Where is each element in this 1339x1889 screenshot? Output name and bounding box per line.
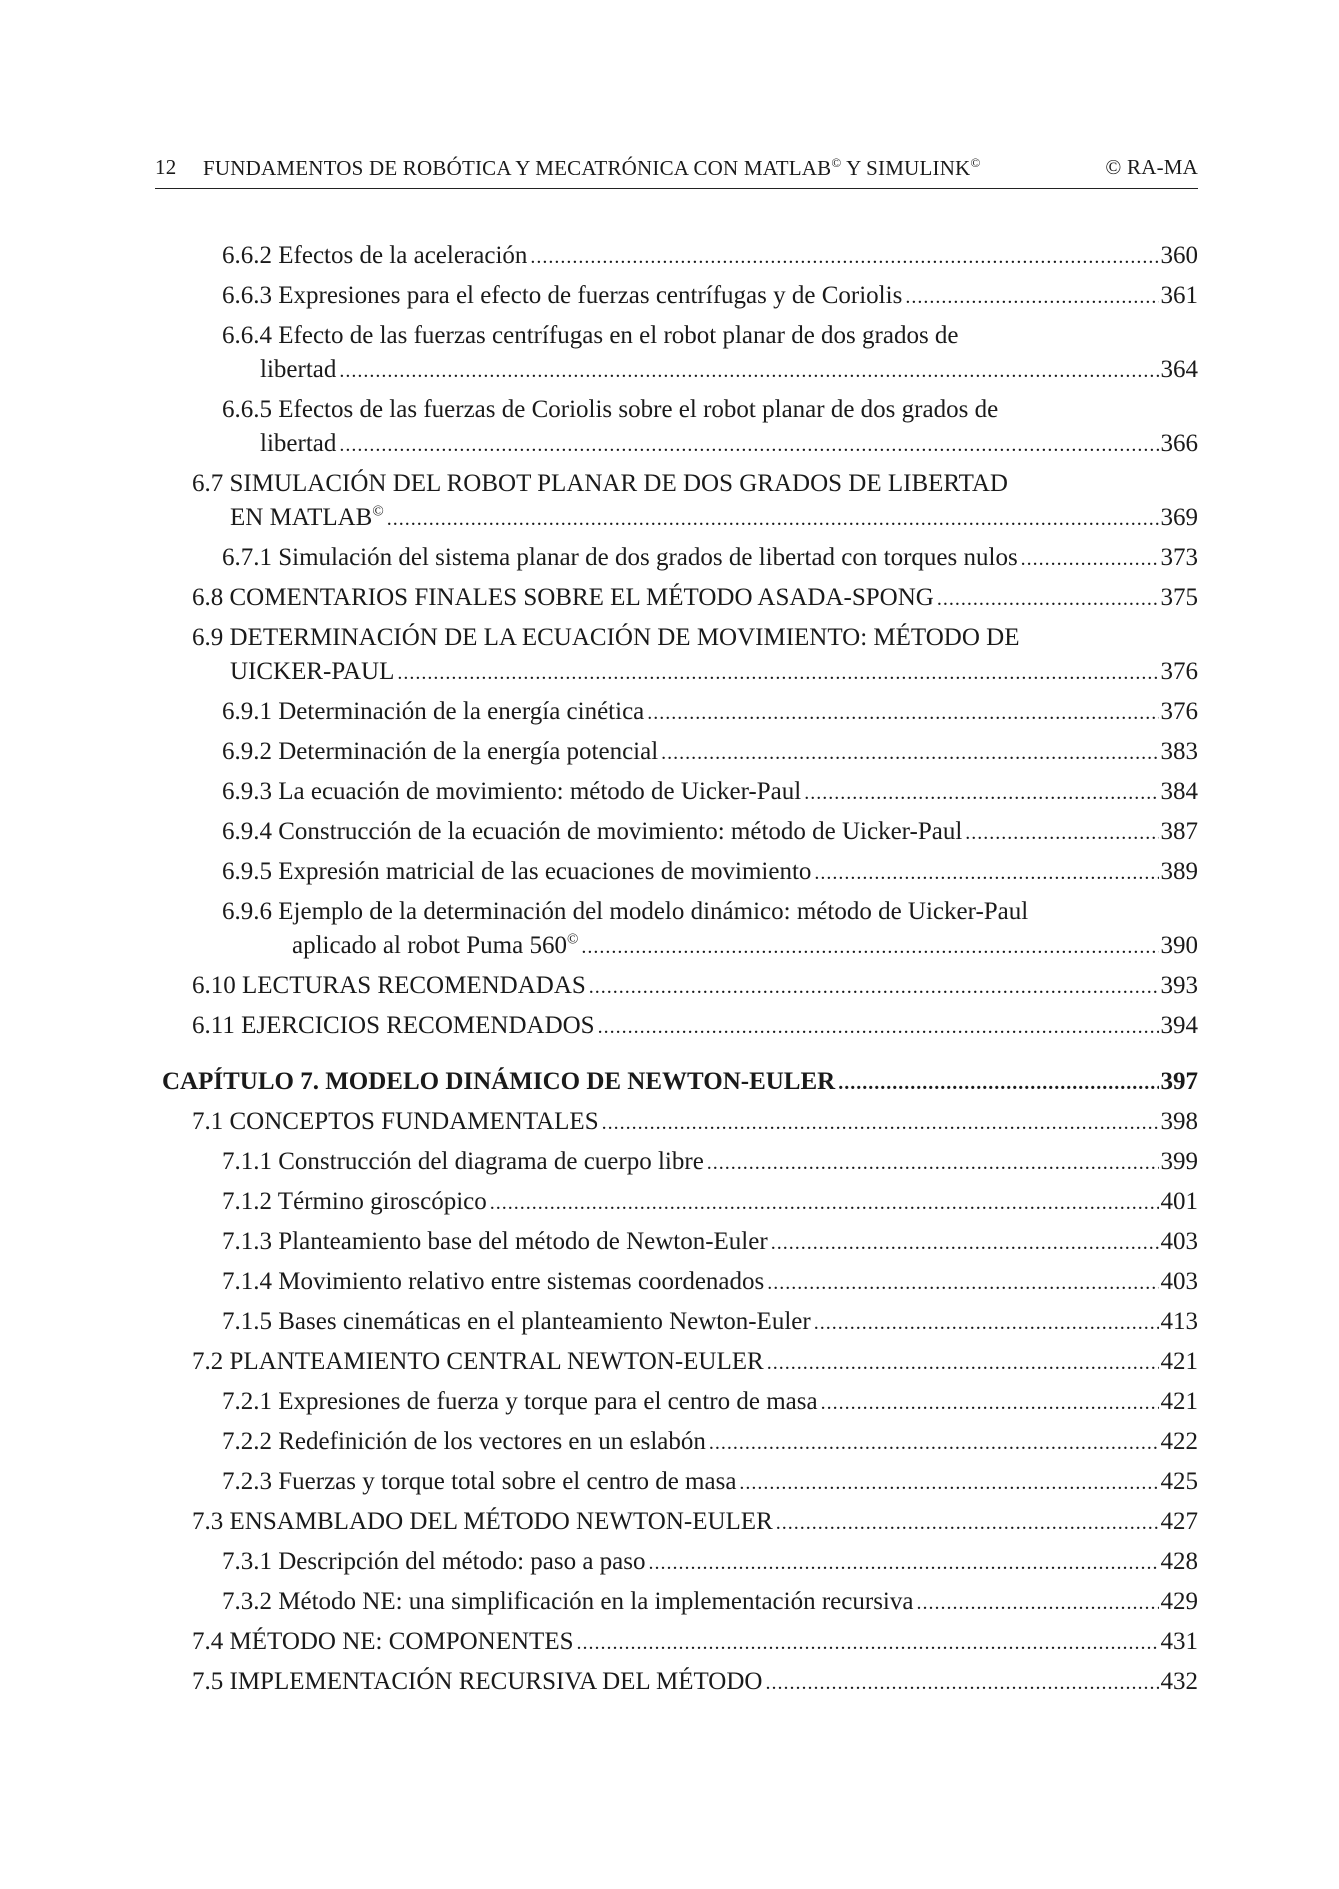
toc-chapter-entry[interactable]: CAPÍTULO 7. MODELO DINÁMICO DE NEWTON-EULER ..... 397 — [162, 1062, 1198, 1102]
toc-entry-line2[interactable]: aplicado al robot Puma 560© ..... 390 — [292, 926, 1198, 966]
toc-entry[interactable]: 7.2.1 Expresiones de fuerza y torque para el centro de masa ..... 421 — [222, 1382, 1198, 1422]
toc-entry-line2[interactable]: EN MATLAB© ..... 369 — [230, 498, 1198, 538]
toc-entry[interactable]: 7.2 PLANTEAMIENTO CENTRAL NEWTON-EULER ..... 421 — [192, 1342, 1198, 1382]
toc-entry[interactable]: 7.1.2 Término giroscópico ..... 401 — [222, 1182, 1198, 1222]
toc-entry-line1[interactable]: 6.6.5 Efectos de las fuerzas de Coriolis sobre el robot planar de dos grados de — [222, 396, 999, 423]
toc-entry-line1[interactable]: 6.9.6 Ejemplo de la determinación del modelo dinámico: método de Uicker-Paul — [222, 898, 1029, 925]
header-rule — [155, 188, 1198, 189]
toc-entry-line1[interactable]: 6.7 SIMULACIÓN DEL ROBOT PLANAR DE DOS GRADOS DE LIBERTAD — [192, 470, 1008, 497]
publisher: © RA-MA — [1105, 155, 1198, 179]
toc-entry[interactable]: 7.2.2 Redefinición de los vectores en un eslabón ..... 422 — [222, 1422, 1198, 1462]
toc-entry-line1[interactable]: 6.9 DETERMINACIÓN DE LA ECUACIÓN DE MOVIMIENTO: MÉTODO DE — [192, 624, 1020, 651]
toc-entry[interactable]: 6.11 EJERCICIOS RECOMENDADOS ..... 394 — [192, 1006, 1198, 1046]
toc-entry-line2[interactable]: libertad ..... 364 — [260, 350, 1198, 390]
toc-entry[interactable]: 6.10 LECTURAS RECOMENDADAS ..... 393 — [192, 966, 1198, 1006]
toc-entry[interactable]: 6.6.3 Expresiones para el efecto de fuerzas centrífugas y de Coriolis ..... 361 — [222, 276, 1198, 316]
toc-entry-line2[interactable]: libertad ..... 366 — [260, 424, 1198, 464]
toc-entry[interactable]: 7.3.2 Método NE: una simplificación en la implementación recursiva ..... 429 — [222, 1582, 1198, 1622]
toc-entry[interactable]: 7.1.3 Planteamiento base del método de Newton-Euler ..... 403 — [222, 1222, 1198, 1262]
book-title: FUNDAMENTOS DE ROBÓTICA Y MECATRÓNICA CON MATLAB© Y SIMULINK© — [203, 155, 981, 180]
toc-entry[interactable]: 6.9.2 Determinación de la energía potencial ..... 383 — [222, 732, 1198, 772]
toc-entry[interactable]: 6.9.4 Construcción de la ecuación de movimiento: método de Uicker-Paul ..... 387 — [222, 812, 1198, 852]
toc-entry[interactable]: 7.3 ENSAMBLADO DEL MÉTODO NEWTON-EULER ..... 427 — [192, 1502, 1198, 1542]
toc-entry[interactable]: 6.6.2 Efectos de la aceleración ..... 360 — [222, 236, 1198, 276]
page-number: 12 — [155, 155, 177, 179]
toc-entry[interactable]: 7.1 CONCEPTOS FUNDAMENTALES ..... 398 — [192, 1102, 1198, 1142]
toc-entry[interactable]: 6.9.3 La ecuación de movimiento: método de Uicker-Paul ..... 384 — [222, 772, 1198, 812]
toc-entry[interactable]: 6.8 COMENTARIOS FINALES SOBRE EL MÉTODO ASADA-SPONG ..... 375 — [192, 578, 1198, 618]
toc-entry[interactable]: 7.2.3 Fuerzas y torque total sobre el centro de masa ..... 425 — [222, 1462, 1198, 1502]
toc-entry[interactable]: 7.1.1 Construcción del diagrama de cuerpo libre ..... 399 — [222, 1142, 1198, 1182]
toc-entry[interactable]: 6.7.1 Simulación del sistema planar de dos grados de libertad con torques nulos ..... 373 — [222, 538, 1198, 578]
toc-entry[interactable]: 7.5 IMPLEMENTACIÓN RECURSIVA DEL MÉTODO ..... 432 — [192, 1662, 1198, 1702]
toc-entry[interactable]: 6.9.5 Expresión matricial de las ecuaciones de movimiento ..... 389 — [222, 852, 1198, 892]
toc-entry[interactable]: 7.4 MÉTODO NE: COMPONENTES ..... 431 — [192, 1622, 1198, 1662]
toc-entry[interactable]: 6.9.1 Determinación de la energía cinética ..... 376 — [222, 692, 1198, 732]
toc-entry[interactable]: 7.1.4 Movimiento relativo entre sistemas coordenados ..... 403 — [222, 1262, 1198, 1302]
toc-entry-line2[interactable]: UICKER-PAUL ..... 376 — [230, 652, 1198, 692]
toc-entry-line1[interactable]: 6.6.4 Efecto de las fuerzas centrífugas en el robot planar de dos grados de — [222, 322, 959, 349]
toc-entry[interactable]: 7.1.5 Bases cinemáticas en el planteamiento Newton-Euler ..... 413 — [222, 1302, 1198, 1342]
toc-entry[interactable]: 7.3.1 Descripción del método: paso a paso ..... 428 — [222, 1542, 1198, 1582]
